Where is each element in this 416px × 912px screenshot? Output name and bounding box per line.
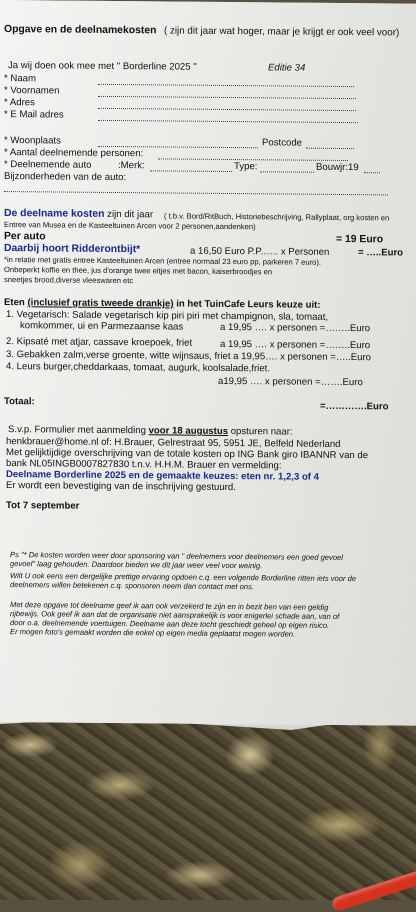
- intro-line: Ja wij doen ook mee met " Borderline 2025 ": [8, 60, 197, 73]
- instr-l1a: S.v.p. Formulier met aanmelding: [8, 424, 146, 437]
- ps-line-3: Wilt U ook eens een dergelijke prettige ervaring opdoen c.q. een volgende Borderline ritten iets voor de: [10, 571, 357, 584]
- field-type[interactable]: [260, 171, 314, 172]
- totaal-label: Totaal:: [4, 396, 35, 408]
- eten-item-1b: komkommer, ui en Parmezaanse kaas: [20, 320, 184, 333]
- ontbijt-note-1: *in relatie met gratis entree Kasteeltuinen Arcen (entree normaal 23 euro pp, parkeren 7 euro).: [4, 255, 322, 267]
- closing-date: Tot 7 september: [6, 500, 80, 512]
- eten-item-1a: 1. Vegetarisch: Salade vegetarisch kip piri piri met champignon, sla, tomaat,: [6, 309, 329, 323]
- per-auto-price: = 19 Euro: [336, 233, 384, 246]
- ps-line-6: rijbewijs. Ook geef ik aan dat de organisatie niet aansprakelijk is voor enigerlei schade aan, van of: [10, 609, 340, 621]
- eten-item-1-price: a 19,95 …. x personen =……..Euro: [220, 321, 371, 335]
- ps-line-7: door o.a. deelnemende voertuigen. Deelname aan deze tocht geschiedt geheel op eigen risico.: [10, 618, 330, 630]
- field-voornamen[interactable]: [98, 96, 356, 99]
- costs-heading: De deelname kosten: [4, 208, 105, 220]
- title-note: ( zijn dit jaar wat hoger, maar je krijgt er ook veel voor): [164, 25, 400, 39]
- label-bijzonderheden: Bijzonderheden van de auto:: [4, 171, 127, 184]
- totaal-value: =………….Euro: [320, 400, 389, 413]
- field-adres[interactable]: [98, 108, 356, 111]
- eten-heading-a: Eten: [4, 297, 25, 309]
- field-bijzonderheden[interactable]: [4, 191, 388, 195]
- deadline: voor 18 augustus: [148, 425, 229, 437]
- ontbijt-note-2: Onbeperkt koffie en thee, jus d'orange twee eitjes met bacon, kaiserbroodjes en: [4, 265, 273, 277]
- field-postcode[interactable]: [306, 148, 354, 149]
- instr-l5: Deelname Borderline 2025 en de gemaakte keuzes: eten nr. 1,2,3 of 4: [6, 469, 320, 483]
- instr-l4: bank NL05INGB0007827830 t.n.v. H.H.M. Brauer en vermelding:: [6, 458, 282, 472]
- instr-l2: henkbrauer@home.nl of: H.Brauer, Gelrestraat 95, 5951 JE, Belfeld Nederland: [6, 436, 341, 450]
- label-email: * E Mail adres: [4, 109, 64, 121]
- instr-l3: Met gelijktijdige overschrijving van de totale kosten op ING Bank giro IBANNR van de: [6, 447, 369, 462]
- field-bouwjr[interactable]: [364, 172, 380, 173]
- label-auto: * Deelnemende auto: [4, 159, 92, 171]
- eten-item-2a: 2. Kipsaté met atjar, cassave kroepoek, friet: [6, 336, 193, 349]
- eten-item-3: 3. Gebakken zalm,verse groente, witte wijnsaus, friet a 19,95…. x personen =…..Euro: [6, 349, 372, 364]
- eten-item-4: 4. Leurs burger,cheddarkaas, tomaat, augurk, koolsalade,friet.: [6, 361, 270, 375]
- label-postcode: Postcode: [262, 137, 303, 149]
- eten-heading-c: in het TuinCafe Leurs keuze uit:: [176, 298, 321, 311]
- field-email[interactable]: [98, 120, 358, 123]
- ps-line-2: gevoel" laag gehouden. Daardoor bieden we dit jaar weer veel voor weinig.: [10, 559, 263, 571]
- label-merk: :Merk:: [118, 160, 145, 172]
- ps-line-8: Er mogen foto's gemaakt worden die enkel op eigen media geplaatst mogen worden.: [10, 627, 296, 639]
- ps-line-5: Met deze opgave tot deelname geef ik aan ook verzekerd te zijn en in bezit ben van een geldig: [10, 600, 329, 612]
- eten-item-4-price: a19,95 …. x personen =…….Euro: [218, 375, 363, 389]
- label-adres: * Adres: [4, 97, 35, 109]
- ontbijt-label: Daarbij hoort Ridderontbijt*: [4, 243, 141, 256]
- per-auto-label: Per auto: [4, 231, 46, 243]
- field-naam[interactable]: [98, 84, 354, 87]
- eten-item-2-price: a 19,95 …. x personen =……..Euro: [220, 338, 371, 352]
- label-voornamen: * Voornamen: [4, 85, 60, 97]
- form-title: Opgave en de deelnamekosten: [4, 24, 157, 37]
- label-naam: * Naam: [4, 73, 36, 85]
- instr-l1c: opsturen naar:: [230, 426, 293, 438]
- label-woonplaats: * Woonplaats: [4, 135, 61, 147]
- label-bouwjr: Bouwjr:19: [316, 161, 359, 174]
- edition-label: Editie 34: [268, 62, 306, 74]
- label-type: Type:: [234, 161, 258, 173]
- ps-line-4: deelnemers willen betekenen c.q. sponsoren neem dan contact met ons.: [10, 580, 254, 592]
- ontbijt-total: = …..Euro: [358, 247, 404, 259]
- costs-heading-rest: zijn dit jaar: [107, 208, 154, 221]
- ontbijt-note-3: sneetjes brood,diverse vleeswaren etc: [4, 275, 134, 286]
- field-merk[interactable]: [150, 170, 232, 172]
- instr-l6: Er wordt een bevestiging van de inschrijving gestuurd.: [6, 480, 236, 494]
- costs-heading-small: ( t.b.v. Bord/RitBuch, Historiebeschrijving, Rallyplaat, org kosten en: [164, 211, 390, 223]
- costs-line2: Entree van Musea en de Kasteeltuinen Arcen voor 2 personen,aandenken): [4, 220, 256, 232]
- eten-heading-b: (inclusief gratis tweede drankje): [27, 297, 174, 310]
- label-aantal: * Aantal deelnemende personen:: [4, 147, 144, 160]
- ontbijt-calc: a 16,50 Euro P.P.….. x Personen: [190, 245, 330, 258]
- tapestry-background: [0, 715, 416, 900]
- ps-line-1: Ps "* De kosten worden weer door sponsoring van " deelnemers voor deelnemers een goed gevoel: [10, 550, 343, 562]
